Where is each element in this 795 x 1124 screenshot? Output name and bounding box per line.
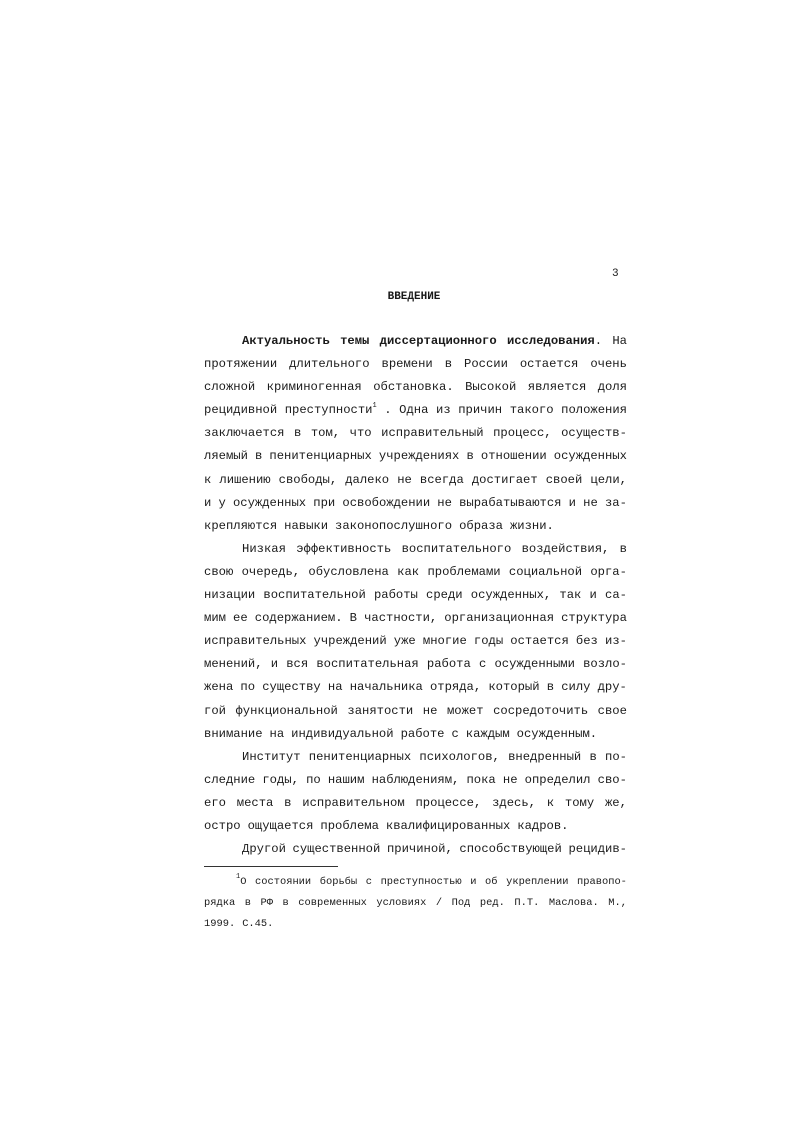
word: в — [444, 357, 453, 372]
word: воспитательной — [263, 588, 366, 603]
word: у — [218, 495, 226, 510]
word: состоянии — [255, 876, 312, 888]
word: правопо- — [577, 876, 627, 888]
word: свободы, — [278, 472, 338, 487]
footnote-marker: 1 — [236, 873, 241, 881]
word: преступности$^1$ — [284, 402, 377, 418]
word: современных — [298, 897, 367, 909]
word: является — [527, 380, 587, 395]
word: об — [485, 876, 498, 888]
word: цели, — [590, 472, 627, 487]
word: очень — [590, 357, 627, 372]
word: криминогенная — [266, 380, 362, 395]
word: не — [422, 703, 438, 718]
word: проблемами — [427, 564, 501, 579]
word: М., — [608, 897, 627, 909]
text-line — [204, 445, 627, 468]
word: Одна — [399, 403, 429, 418]
word: годы, — [262, 772, 299, 787]
word: исправительный — [381, 426, 484, 441]
word: с — [478, 657, 487, 672]
footnote-divider — [204, 866, 338, 867]
word: гой — [204, 703, 226, 718]
word: здесь, — [492, 795, 536, 810]
word: так — [559, 588, 582, 603]
word: пенитенциарных — [269, 449, 372, 464]
word: по — [306, 772, 321, 787]
text-line — [204, 653, 627, 676]
word: к — [546, 795, 555, 810]
word: из — [436, 403, 451, 418]
word: своей — [545, 472, 583, 487]
text-line — [204, 792, 627, 815]
word: В — [349, 611, 357, 626]
text-line — [204, 746, 627, 769]
word: менений, — [204, 657, 263, 672]
word: на — [269, 726, 285, 741]
text-line — [204, 769, 627, 792]
word: времени — [381, 357, 433, 372]
word: процессе, — [415, 795, 482, 810]
word: жизни. — [509, 518, 554, 533]
footnote — [204, 872, 627, 935]
text-line — [204, 815, 627, 838]
word: укреплении — [506, 876, 569, 888]
word: пенитенциарных — [308, 749, 412, 764]
word — [340, 330, 369, 353]
word: всегда — [419, 472, 464, 487]
word: сосредоточить — [493, 703, 589, 718]
word: многие — [422, 634, 467, 649]
word: существенной — [292, 842, 381, 857]
text-line — [204, 515, 627, 538]
word: На — [612, 334, 627, 348]
word: без — [575, 634, 598, 649]
word: из- — [605, 634, 627, 649]
word: который — [488, 680, 540, 695]
text-line — [204, 330, 627, 353]
word: свое — [597, 703, 627, 718]
word: исследования. — [506, 334, 603, 348]
text-line — [204, 469, 627, 492]
word: 1999. — [204, 918, 236, 930]
word: социальной — [508, 564, 583, 579]
word: определил — [524, 772, 591, 787]
word: с — [365, 876, 372, 888]
word: на — [327, 680, 343, 695]
word: П.Т. — [514, 897, 540, 909]
word: Маслова. — [548, 897, 599, 909]
word: рецидив- — [568, 842, 627, 857]
word: существу — [262, 680, 321, 695]
word: навыки — [284, 518, 329, 533]
word: обусловлена — [308, 564, 389, 579]
word: содержанием. — [254, 611, 343, 626]
word: С.45. — [242, 918, 274, 930]
word: частности, — [364, 611, 438, 626]
text-line — [204, 422, 627, 445]
word: исправительных — [204, 634, 307, 649]
paragraph — [204, 538, 627, 746]
word: годы — [473, 634, 504, 649]
word: в — [589, 749, 597, 764]
word: обстановка. — [373, 380, 454, 395]
word: причин — [458, 403, 503, 418]
word: вырабатываются — [459, 495, 562, 510]
word: не — [397, 472, 412, 487]
word: причиной, — [386, 842, 453, 857]
word: начальника — [349, 680, 423, 695]
word: такого — [509, 403, 554, 418]
word: с — [451, 726, 459, 741]
word: ляемый — [204, 449, 248, 464]
word: остается — [519, 357, 579, 372]
word: организационная — [444, 611, 555, 626]
word: уже — [393, 634, 416, 649]
word: отношении — [480, 449, 547, 464]
word: дру- — [597, 680, 627, 695]
word: осужденным. — [516, 726, 598, 741]
word: воспитательного — [401, 541, 512, 556]
word: воздействия, — [521, 541, 610, 556]
word: может — [446, 703, 484, 718]
word: жена — [204, 680, 234, 695]
word: в — [284, 795, 292, 810]
word: в — [244, 897, 251, 909]
word: к — [204, 472, 212, 487]
word: и — [204, 495, 212, 510]
word: его — [204, 795, 226, 810]
word: длительного — [289, 357, 370, 372]
word — [380, 330, 497, 353]
word: проблема — [320, 818, 379, 833]
word: и — [589, 588, 597, 603]
text-line — [204, 561, 627, 584]
word: в — [546, 680, 555, 695]
footnote-marker: 1 — [372, 402, 377, 411]
word: что — [349, 426, 372, 441]
word: эффективность — [296, 541, 392, 556]
word: тому — [564, 795, 595, 810]
word: в — [619, 541, 627, 556]
word: в — [293, 426, 302, 441]
word: работы — [373, 588, 418, 603]
word: не — [502, 772, 518, 787]
word: квалифицированных — [385, 818, 511, 833]
bold-text: диссертационного — [379, 334, 497, 348]
word: работа — [426, 657, 471, 672]
word: остро — [204, 818, 241, 833]
word: внимание — [204, 726, 263, 741]
word — [242, 330, 330, 353]
word: ред. — [479, 897, 505, 909]
word: осужденными — [494, 657, 575, 672]
word: преступностью — [380, 876, 462, 888]
word: сложной — [204, 380, 256, 395]
text-line — [204, 872, 627, 893]
word: как — [397, 564, 420, 579]
word: кадров. — [517, 818, 569, 833]
paragraph — [204, 838, 627, 861]
word: возло- — [583, 657, 627, 672]
word: России — [464, 357, 508, 372]
text-line — [204, 700, 627, 723]
word: РФ — [260, 897, 273, 909]
word: протяжении — [204, 357, 278, 372]
word: учреждениях — [378, 449, 460, 464]
word: $^1$О — [236, 873, 247, 888]
word: занятости — [347, 703, 414, 718]
word: / — [435, 897, 443, 909]
word: пока — [466, 772, 496, 787]
word: структура — [561, 611, 627, 626]
word: и — [270, 657, 279, 672]
word: в — [466, 449, 474, 464]
word: за- — [604, 495, 627, 510]
word: свою — [204, 564, 234, 579]
word: способствующей — [459, 842, 562, 857]
word: рядка — [204, 897, 236, 909]
word: воспитательная — [316, 657, 419, 672]
footnotes — [204, 872, 627, 935]
bold-text: Актуальность — [242, 334, 330, 348]
word: исправительном — [302, 795, 405, 810]
word: осужденных — [232, 495, 307, 510]
word: Под — [451, 897, 471, 909]
word: лишению — [219, 472, 271, 487]
word: осужденных — [553, 449, 627, 464]
word: осужденных, — [470, 588, 552, 603]
word: образа — [459, 518, 503, 533]
word: . — [384, 403, 392, 418]
word: и — [470, 876, 477, 888]
word: нашим — [327, 772, 365, 787]
word: при — [313, 495, 336, 510]
word: очередь, — [241, 564, 301, 579]
text-line — [204, 838, 627, 861]
text-line — [204, 376, 627, 399]
page-number: 3 — [612, 268, 619, 280]
word: законопослушного — [335, 518, 453, 533]
paragraph — [204, 330, 627, 538]
word: функциональной — [235, 703, 338, 718]
main-text — [204, 330, 627, 861]
word: процесс, — [493, 426, 552, 441]
word: положения — [561, 403, 627, 418]
word: доля — [597, 380, 627, 395]
bold-text: темы — [340, 334, 370, 348]
text-line — [204, 630, 627, 653]
word: крепляются — [204, 518, 278, 533]
text-line — [204, 492, 627, 515]
word: работе — [400, 726, 445, 741]
section-heading: ВВЕДЕНИЕ — [387, 291, 441, 303]
text-line — [204, 893, 627, 914]
word: мим — [204, 611, 226, 626]
paragraph — [204, 746, 627, 838]
word: же, — [604, 795, 627, 810]
text-line — [204, 584, 627, 607]
text-line — [204, 914, 627, 935]
word: психологов, — [419, 749, 500, 764]
word: рецидивной — [204, 403, 278, 418]
word: учреждений — [313, 634, 387, 649]
word: по- — [605, 749, 627, 764]
word: достигает — [471, 472, 538, 487]
word: и — [568, 495, 576, 510]
word: внедренный — [508, 749, 582, 764]
word: индивидуальной — [291, 726, 394, 741]
word: условиях — [376, 897, 427, 909]
word: не — [583, 495, 598, 510]
word: Высокой — [465, 380, 517, 395]
word: низации — [204, 588, 256, 603]
word: осуществ- — [561, 426, 627, 441]
word: среди — [426, 588, 463, 603]
word: орга- — [590, 564, 627, 579]
word: силу — [561, 680, 591, 695]
text-line — [204, 676, 627, 699]
word: освобождении — [342, 495, 431, 510]
word: ее — [233, 611, 248, 626]
word: каждым — [465, 726, 510, 741]
word: ощущается — [247, 818, 314, 833]
word: далеко — [345, 472, 390, 487]
word: не — [437, 495, 452, 510]
text-line — [204, 538, 627, 561]
word: вся — [286, 657, 309, 672]
word: сво- — [597, 772, 627, 787]
word: следние — [204, 772, 256, 787]
word: в — [254, 449, 263, 464]
text-line — [204, 353, 627, 376]
word: борьбы — [319, 876, 358, 888]
word: са- — [605, 588, 627, 603]
text-line — [204, 607, 627, 630]
word: Институт — [242, 749, 301, 764]
word: остается — [510, 634, 569, 649]
word: места — [236, 795, 274, 810]
word: по — [240, 680, 256, 695]
text-line — [204, 399, 627, 422]
bold-text: исследования — [506, 334, 595, 348]
word: Низкая — [242, 541, 286, 556]
word: отряда, — [429, 680, 482, 695]
word: в — [282, 897, 289, 909]
word: Другой — [242, 842, 286, 857]
word: наблюдениям, — [371, 772, 460, 787]
word: том, — [310, 426, 341, 441]
word: заключается — [204, 426, 285, 441]
text-line — [204, 723, 627, 746]
